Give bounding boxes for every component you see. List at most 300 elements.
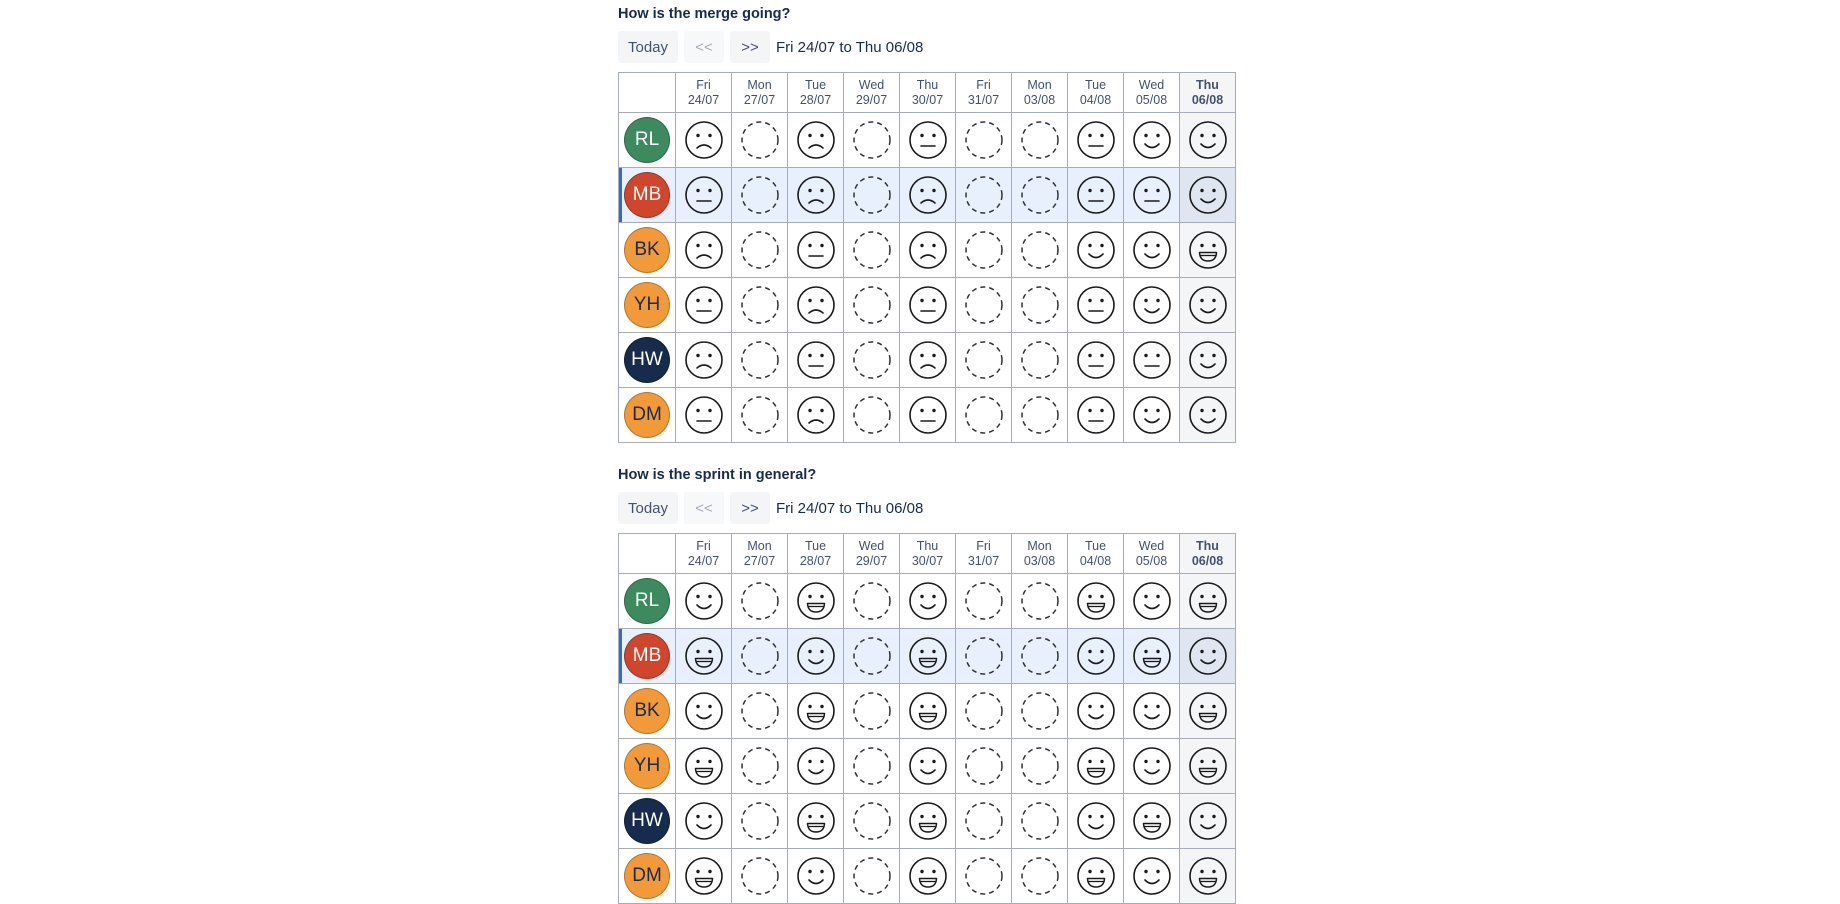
neutral-face-icon: [908, 285, 948, 325]
day-of-week: Tue: [1084, 538, 1107, 553]
neutral-face-icon: [1076, 395, 1116, 435]
day-header: [956, 534, 1012, 574]
avatar[interactable]: DM: [624, 853, 670, 899]
mood-cell[interactable]: [956, 223, 1012, 278]
mood-cell[interactable]: [900, 684, 956, 739]
neutral-face-icon: [1076, 285, 1116, 325]
mood-cell[interactable]: [732, 684, 788, 739]
day-of-week: Mon: [1027, 77, 1052, 92]
grin-face-icon: [1188, 230, 1228, 270]
smile-face-icon: [908, 581, 948, 621]
mood-cell[interactable]: [1068, 333, 1124, 388]
day-of-week: Tue: [804, 538, 827, 553]
mood-cell[interactable]: [1180, 113, 1236, 168]
empty-mood-icon: [852, 636, 892, 676]
empty-mood-icon: [1020, 175, 1060, 215]
avatar-cell: [619, 168, 676, 223]
mood-cell[interactable]: [788, 113, 844, 168]
mood-cell[interactable]: [900, 333, 956, 388]
mood-cell[interactable]: [956, 168, 1012, 223]
avatar[interactable]: YH: [624, 743, 670, 789]
day-header: [732, 534, 788, 574]
mood-cell[interactable]: [732, 113, 788, 168]
smile-face-icon: [1188, 340, 1228, 380]
mood-cell[interactable]: [676, 684, 732, 739]
day-header: [676, 73, 732, 113]
smile-face-icon: [1076, 801, 1116, 841]
day-of-week: Fri: [696, 77, 711, 92]
mood-cell[interactable]: [676, 794, 732, 849]
avatar[interactable]: DM: [624, 392, 670, 438]
mood-cell[interactable]: [1180, 223, 1236, 278]
avatar-cell: [619, 278, 676, 333]
smile-face-icon: [1188, 636, 1228, 676]
date-navigation: [618, 491, 1232, 525]
avatar-cell: [619, 849, 676, 904]
date-range-label: Fri 24/07 to Thu 06/08: [776, 499, 924, 517]
header-row: [619, 73, 1236, 113]
mood-cell[interactable]: [1068, 739, 1124, 794]
day-header: [1068, 534, 1124, 574]
mood-cell[interactable]: [1124, 223, 1180, 278]
day-date: 30/07: [911, 553, 944, 568]
mood-cell[interactable]: [1068, 849, 1124, 904]
smile-face-icon: [1188, 395, 1228, 435]
mood-cell[interactable]: [1180, 794, 1236, 849]
mood-cell[interactable]: [732, 168, 788, 223]
sad-face-icon: [908, 340, 948, 380]
smile-face-icon: [1132, 746, 1172, 786]
empty-mood-icon: [964, 340, 1004, 380]
mood-cell[interactable]: [956, 278, 1012, 333]
mood-cell[interactable]: [732, 629, 788, 684]
mood-cell[interactable]: [1012, 113, 1068, 168]
empty-mood-icon: [964, 636, 1004, 676]
mood-cell[interactable]: [1068, 388, 1124, 443]
mood-cell[interactable]: [1012, 223, 1068, 278]
mood-cell[interactable]: [1012, 168, 1068, 223]
day-of-week: Mon: [747, 77, 772, 92]
day-header: [732, 73, 788, 113]
mood-cell[interactable]: [956, 739, 1012, 794]
mood-cell[interactable]: [1012, 278, 1068, 333]
grin-face-icon: [1188, 691, 1228, 731]
member-row: [619, 333, 1236, 388]
day-header: [900, 73, 956, 113]
mood-cell[interactable]: [900, 278, 956, 333]
smile-face-icon: [1132, 856, 1172, 896]
mood-cell[interactable]: [1068, 684, 1124, 739]
mood-cell[interactable]: [844, 333, 900, 388]
mood-cell[interactable]: [1068, 278, 1124, 333]
day-header: [1012, 73, 1068, 113]
empty-mood-icon: [964, 581, 1004, 621]
mood-cell[interactable]: [900, 574, 956, 629]
day-of-week: Fri: [696, 538, 711, 553]
day-of-week: Thu: [916, 77, 939, 92]
avatar-cell: [619, 333, 676, 388]
mood-cell[interactable]: [732, 388, 788, 443]
smile-face-icon: [1132, 691, 1172, 731]
empty-mood-icon: [740, 285, 780, 325]
mood-cell[interactable]: [788, 168, 844, 223]
mood-cell[interactable]: [1124, 574, 1180, 629]
smile-face-icon: [1132, 120, 1172, 160]
day-header: [1012, 534, 1068, 574]
sad-face-icon: [684, 230, 724, 270]
mood-cell[interactable]: [788, 388, 844, 443]
mood-cell[interactable]: [956, 684, 1012, 739]
day-date: 24/07: [687, 553, 720, 568]
mood-cell[interactable]: [956, 629, 1012, 684]
neutral-face-icon: [1132, 340, 1172, 380]
mood-cell[interactable]: [676, 629, 732, 684]
mood-cell[interactable]: [900, 629, 956, 684]
mood-cell[interactable]: [1124, 849, 1180, 904]
empty-mood-icon: [1020, 285, 1060, 325]
mood-cell[interactable]: [788, 684, 844, 739]
smile-face-icon: [1076, 636, 1116, 676]
member-row: [619, 574, 1236, 629]
mood-cell[interactable]: [676, 113, 732, 168]
mood-cell[interactable]: [788, 574, 844, 629]
avatar[interactable]: RL: [624, 578, 670, 624]
sad-face-icon: [908, 175, 948, 215]
avatar[interactable]: HW: [624, 798, 670, 844]
next-period-button[interactable]: >>: [730, 31, 770, 63]
day-of-week: Thu: [916, 538, 939, 553]
grin-face-icon: [684, 856, 724, 896]
mood-cell[interactable]: [1124, 684, 1180, 739]
mood-cell[interactable]: [844, 113, 900, 168]
today-button[interactable]: Today: [618, 31, 678, 63]
day-of-week: Wed: [1138, 77, 1165, 92]
day-of-week: Wed: [858, 77, 885, 92]
mood-cell[interactable]: [1012, 574, 1068, 629]
mood-cell[interactable]: [1180, 278, 1236, 333]
mood-cell[interactable]: [788, 629, 844, 684]
mood-cell[interactable]: [1068, 574, 1124, 629]
mood-cell[interactable]: [1180, 333, 1236, 388]
smile-face-icon: [1188, 801, 1228, 841]
grin-face-icon: [684, 636, 724, 676]
grin-face-icon: [684, 746, 724, 786]
member-row: [619, 849, 1236, 904]
day-header: [1124, 73, 1180, 113]
mood-cell[interactable]: [956, 333, 1012, 388]
avatar-cell: [619, 629, 676, 684]
mood-cell[interactable]: [1180, 168, 1236, 223]
grin-face-icon: [1188, 856, 1228, 896]
date-range-label: Fri 24/07 to Thu 06/08: [776, 38, 924, 56]
empty-mood-icon: [1020, 340, 1060, 380]
section-title: How is the sprint in general?: [618, 467, 817, 483]
mood-cell[interactable]: [900, 794, 956, 849]
mood-cell[interactable]: [1012, 629, 1068, 684]
empty-mood-icon: [852, 581, 892, 621]
empty-mood-icon: [964, 746, 1004, 786]
grin-face-icon: [796, 801, 836, 841]
grin-face-icon: [908, 636, 948, 676]
mood-cell[interactable]: [788, 849, 844, 904]
mood-cell[interactable]: [788, 333, 844, 388]
empty-mood-icon: [852, 746, 892, 786]
day-header: [788, 534, 844, 574]
mood-cell[interactable]: [844, 849, 900, 904]
empty-mood-icon: [740, 175, 780, 215]
mood-cell[interactable]: [676, 278, 732, 333]
member-row: [619, 388, 1236, 443]
sad-face-icon: [908, 230, 948, 270]
day-date: 05/08: [1135, 92, 1168, 107]
neutral-face-icon: [1076, 340, 1116, 380]
day-of-week: Fri: [976, 538, 991, 553]
day-of-week: Wed: [858, 538, 885, 553]
mood-cell[interactable]: [956, 113, 1012, 168]
mood-cell[interactable]: [732, 794, 788, 849]
mood-cell[interactable]: [676, 168, 732, 223]
avatar[interactable]: MB: [624, 172, 670, 218]
empty-mood-icon: [740, 856, 780, 896]
mood-cell[interactable]: [1068, 629, 1124, 684]
mood-cell[interactable]: [788, 739, 844, 794]
today-button[interactable]: Today: [618, 492, 678, 524]
smile-face-icon: [1076, 230, 1116, 270]
mood-cell[interactable]: [1012, 849, 1068, 904]
smile-face-icon: [908, 746, 948, 786]
mood-cell[interactable]: [1068, 794, 1124, 849]
mood-cell[interactable]: [676, 574, 732, 629]
empty-mood-icon: [740, 801, 780, 841]
smile-face-icon: [1188, 120, 1228, 160]
mood-cell[interactable]: [956, 794, 1012, 849]
mood-cell[interactable]: [844, 223, 900, 278]
empty-mood-icon: [1020, 856, 1060, 896]
mood-cell[interactable]: [1068, 168, 1124, 223]
member-row: [619, 684, 1236, 739]
avatar-cell: [619, 684, 676, 739]
mood-cell[interactable]: [1180, 684, 1236, 739]
empty-mood-icon: [964, 285, 1004, 325]
mood-cell[interactable]: [1124, 739, 1180, 794]
empty-mood-icon: [964, 691, 1004, 731]
mood-cell[interactable]: [1124, 113, 1180, 168]
grin-face-icon: [1076, 746, 1116, 786]
mood-cell[interactable]: [956, 388, 1012, 443]
mood-cell[interactable]: [900, 739, 956, 794]
mood-cell[interactable]: [788, 223, 844, 278]
day-date: 30/07: [911, 92, 944, 107]
mood-cell[interactable]: [788, 278, 844, 333]
neutral-face-icon: [684, 175, 724, 215]
avatar-cell: [619, 388, 676, 443]
sad-face-icon: [684, 340, 724, 380]
empty-mood-icon: [740, 636, 780, 676]
grin-face-icon: [1076, 856, 1116, 896]
avatar[interactable]: HW: [624, 337, 670, 383]
mood-cell[interactable]: [844, 278, 900, 333]
mood-cell[interactable]: [1180, 574, 1236, 629]
mood-cell[interactable]: [1180, 739, 1236, 794]
empty-mood-icon: [964, 856, 1004, 896]
neutral-face-icon: [684, 395, 724, 435]
mood-cell[interactable]: [732, 849, 788, 904]
sprint-section: [618, 461, 1232, 904]
day-date: 05/08: [1135, 553, 1168, 568]
day-header: [1180, 73, 1236, 113]
day-header: [1068, 73, 1124, 113]
previous-period-button[interactable]: <<: [684, 31, 724, 63]
empty-mood-icon: [740, 691, 780, 731]
day-header: [844, 73, 900, 113]
empty-mood-icon: [852, 691, 892, 731]
day-header: [788, 73, 844, 113]
mood-cell[interactable]: [900, 168, 956, 223]
smile-face-icon: [1132, 230, 1172, 270]
next-period-button[interactable]: >>: [730, 492, 770, 524]
mood-cell[interactable]: [732, 223, 788, 278]
day-date: 27/07: [743, 553, 776, 568]
mood-cell[interactable]: [1124, 388, 1180, 443]
empty-mood-icon: [1020, 395, 1060, 435]
day-date: 04/08: [1079, 92, 1112, 107]
avatar-cell: [619, 794, 676, 849]
mood-cell[interactable]: [788, 794, 844, 849]
avatar[interactable]: RL: [624, 117, 670, 163]
mood-cell[interactable]: [844, 574, 900, 629]
mood-cell[interactable]: [844, 168, 900, 223]
day-of-week: Tue: [804, 77, 827, 92]
mood-cell[interactable]: [1124, 333, 1180, 388]
mood-cell[interactable]: [1068, 223, 1124, 278]
neutral-face-icon: [1076, 120, 1116, 160]
smile-face-icon: [796, 856, 836, 896]
mood-cell[interactable]: [1124, 629, 1180, 684]
mood-cell[interactable]: [1012, 333, 1068, 388]
mood-cell[interactable]: [1068, 113, 1124, 168]
mood-grid: [618, 533, 1236, 904]
mood-cell[interactable]: [676, 739, 732, 794]
smile-face-icon: [1132, 581, 1172, 621]
empty-mood-icon: [1020, 801, 1060, 841]
mood-cell[interactable]: [844, 629, 900, 684]
sad-face-icon: [796, 395, 836, 435]
day-of-week: Wed: [1138, 538, 1165, 553]
mood-cell[interactable]: [1180, 388, 1236, 443]
smile-face-icon: [796, 746, 836, 786]
merge-section: [618, 0, 1232, 443]
day-date: 03/08: [1023, 553, 1056, 568]
mood-cell[interactable]: [956, 849, 1012, 904]
avatar[interactable]: YH: [624, 282, 670, 328]
member-row: [619, 113, 1236, 168]
mood-cell[interactable]: [1180, 629, 1236, 684]
empty-mood-icon: [852, 395, 892, 435]
member-row: [619, 223, 1236, 278]
empty-mood-icon: [1020, 581, 1060, 621]
mood-cell[interactable]: [1124, 168, 1180, 223]
day-of-week: Fri: [976, 77, 991, 92]
mood-cell[interactable]: [900, 223, 956, 278]
mood-cell[interactable]: [900, 113, 956, 168]
mood-cell[interactable]: [676, 849, 732, 904]
section-title: How is the merge going?: [618, 6, 791, 22]
empty-mood-icon: [740, 340, 780, 380]
grin-face-icon: [1188, 746, 1228, 786]
mood-cell[interactable]: [1124, 278, 1180, 333]
corner-cell: [619, 534, 676, 574]
empty-mood-icon: [852, 340, 892, 380]
empty-mood-icon: [740, 746, 780, 786]
neutral-face-icon: [908, 120, 948, 160]
empty-mood-icon: [852, 856, 892, 896]
neutral-face-icon: [1076, 175, 1116, 215]
mood-cell[interactable]: [732, 574, 788, 629]
empty-mood-icon: [740, 395, 780, 435]
corner-cell: [619, 73, 676, 113]
mood-cell[interactable]: [844, 684, 900, 739]
sad-face-icon: [796, 175, 836, 215]
neutral-face-icon: [796, 230, 836, 270]
member-row: [619, 278, 1236, 333]
day-header: [844, 534, 900, 574]
mood-cell[interactable]: [1012, 684, 1068, 739]
empty-mood-icon: [852, 230, 892, 270]
mood-cell[interactable]: [844, 794, 900, 849]
day-date: 31/07: [967, 553, 1000, 568]
mood-cell[interactable]: [1012, 794, 1068, 849]
mood-cell[interactable]: [732, 739, 788, 794]
avatar[interactable]: BK: [624, 227, 670, 273]
empty-mood-icon: [964, 395, 1004, 435]
mood-cell[interactable]: [676, 388, 732, 443]
mood-cell[interactable]: [844, 739, 900, 794]
avatar[interactable]: MB: [624, 633, 670, 679]
grin-face-icon: [908, 801, 948, 841]
day-header: [1124, 534, 1180, 574]
mood-cell[interactable]: [900, 388, 956, 443]
day-date: 06/08: [1191, 553, 1224, 568]
empty-mood-icon: [964, 230, 1004, 270]
smile-face-icon: [1132, 285, 1172, 325]
mood-cell[interactable]: [1180, 849, 1236, 904]
smile-face-icon: [1188, 175, 1228, 215]
day-date: 27/07: [743, 92, 776, 107]
member-row: [619, 794, 1236, 849]
mood-cell[interactable]: [732, 333, 788, 388]
avatar-cell: [619, 574, 676, 629]
avatar-cell: [619, 113, 676, 168]
mood-cell[interactable]: [676, 333, 732, 388]
mood-cell[interactable]: [844, 388, 900, 443]
avatar[interactable]: BK: [624, 688, 670, 734]
mood-cell[interactable]: [732, 278, 788, 333]
empty-mood-icon: [740, 581, 780, 621]
mood-cell[interactable]: [676, 223, 732, 278]
mood-cell[interactable]: [1012, 739, 1068, 794]
empty-mood-icon: [852, 285, 892, 325]
grin-face-icon: [796, 581, 836, 621]
day-date: 29/07: [855, 553, 888, 568]
previous-period-button[interactable]: <<: [684, 492, 724, 524]
neutral-face-icon: [1132, 175, 1172, 215]
mood-cell[interactable]: [1012, 388, 1068, 443]
mood-cell[interactable]: [900, 849, 956, 904]
mood-cell[interactable]: [956, 574, 1012, 629]
mood-cell[interactable]: [1124, 794, 1180, 849]
empty-mood-icon: [964, 120, 1004, 160]
empty-mood-icon: [1020, 746, 1060, 786]
